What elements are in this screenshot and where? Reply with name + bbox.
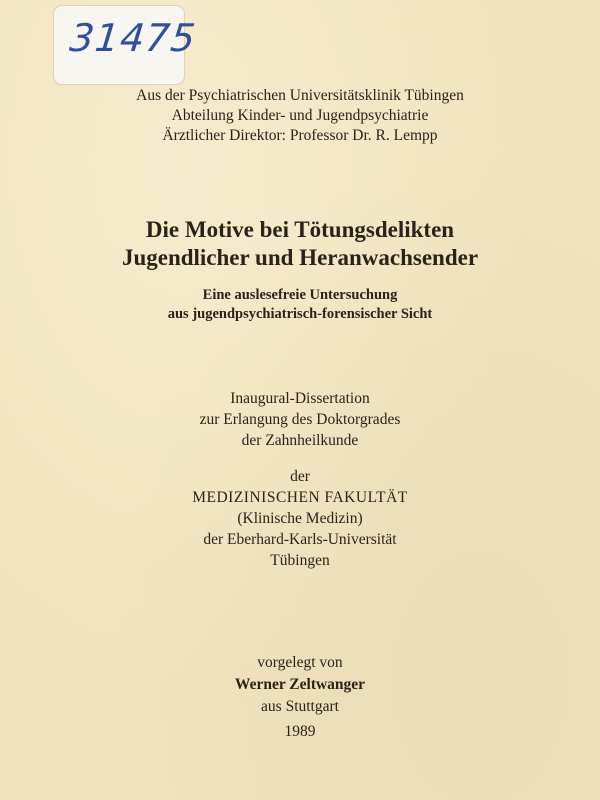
dissertation-purpose — [0, 388, 600, 451]
dissertation-title — [0, 216, 600, 272]
publication-year: 1989 — [284, 723, 316, 740]
library-call-number: 31475 — [67, 16, 199, 60]
institute-line-1: Aus der Psychiatrischen Universitätsklinik Tübingen — [136, 87, 464, 104]
faculty-block — [0, 466, 600, 571]
faculty-line-2: MEDIZINISCHEN FAKULTÄT — [192, 489, 408, 506]
subtitle-line-1: Eine auslesefreie Untersuchung — [202, 287, 398, 303]
institute-header — [0, 86, 600, 146]
purpose-line-2: zur Erlangung des Doktorgrades — [199, 411, 401, 428]
purpose-line-3: der Zahnheilkunde — [241, 432, 359, 449]
faculty-line-3: (Klinische Medizin) — [237, 510, 363, 527]
presented-by: vorgelegt von — [257, 654, 343, 671]
author-origin: aus Stuttgart — [261, 698, 339, 715]
faculty-line-5: Tübingen — [270, 552, 330, 569]
faculty-line-1: der — [290, 468, 310, 485]
title-line-1: Die Motive bei Tötungsdelikten — [145, 217, 455, 242]
institute-line-2: Abteilung Kinder- und Jugendpsychiatrie — [171, 107, 429, 124]
dissertation-subtitle — [0, 286, 600, 324]
institute-line-3: Ärztlicher Direktor: Professor Dr. R. Lempp — [162, 127, 438, 144]
submission-block — [0, 652, 600, 718]
author-name: Werner Zeltwanger — [234, 676, 366, 693]
title-line-2: Jugendlicher und Heranwachsender — [121, 245, 479, 270]
purpose-line-1: Inaugural-Dissertation — [230, 390, 370, 407]
faculty-line-4: der Eberhard-Karls-Universität — [203, 531, 397, 548]
subtitle-line-2: aus jugendpsychiatrisch-forensischer Sicht — [167, 306, 433, 322]
